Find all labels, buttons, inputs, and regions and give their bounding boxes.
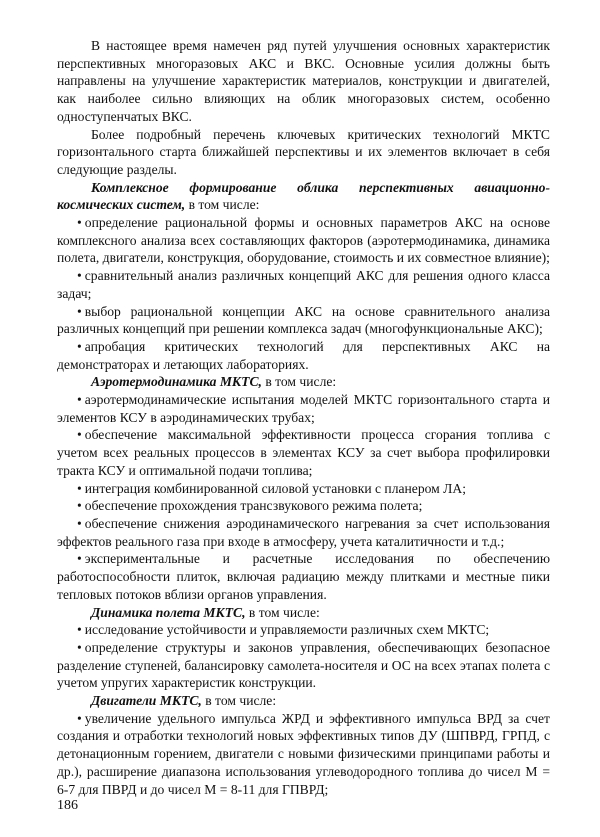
list-item: • аэротермодинамические испытания моделей МКТС горизонтального старта и элементов КСУ в аэродинамических трубах; xyxy=(57,391,550,426)
document-page xyxy=(57,37,550,798)
list-item: • выбор рациональной концепции АКС на основе сравнительного анализа различных концепций при решении комплекса задач (многофункциональные АКС); xyxy=(57,303,550,338)
list-item: • экспериментальные и расчетные исследования по обеспечению работоспособности плиток, включая радиацию между плитками и местные пики тепловых потоков вблизи органов управления. xyxy=(57,550,550,603)
section-aerothermodynamics xyxy=(57,373,550,391)
section-suffix: в том числе: xyxy=(261,374,337,390)
list-item: • определение рациональной формы и основных параметров АКС на основе комплексного анализа всех составляющих факторов (аэротермодинамика, динамика полета, двигатели, конструкция, оборудование, стоимость и их совместное влияние); xyxy=(57,214,550,267)
list-item: • увеличение удельного импульса ЖРД и эффективного импульса ВРД за счет создания и отработки технологий новых эффективных типов ДУ (ШПВРД, ГРПД, с детонационным горением, двигатели с новыми физическими принципами работы и др.), расширение диапазона использования углеводородного топлива до чисел М = 6-7 для ПВРД и до чисел М = 8-11 для ГПВРД; xyxy=(57,710,550,799)
section-heading: Аэротермодинамика МКТС, xyxy=(91,374,262,390)
section-heading: Комплексное формирование облика перспективных авиационно-космических систем, xyxy=(57,179,550,213)
section-heading: Двигатели МКТС, xyxy=(91,693,202,709)
list-item: • интеграция комбинированной силовой установки с планером ЛА; xyxy=(57,480,550,498)
list-item: • обеспечение максимальной эффективности процесса сгорания топлива с учетом всех реальных процессов в элементах КСУ за счет выбора профилировки тракта КСУ и оптимальной подачи топлива; xyxy=(57,426,550,479)
page-number: 186 xyxy=(57,798,78,813)
section-suffix: в том числе: xyxy=(245,604,320,620)
list-item: • сравнительный анализ различных концепций АКС для решения одного класса задач; xyxy=(57,267,550,302)
section-suffix: в том числе: xyxy=(201,693,277,709)
list-item: • обеспечение снижения аэродинамического нагревания за счет использования эффектов реального газа при входе в атмосферу, учета каталитичности и т.д.; xyxy=(57,515,550,550)
intro-paragraph-1: В настоящее время намечен ряд путей улучшения основных характеристик перспективных многоразовых АКС и ВКС. Основные усилия должны быть направлены на улучшение характеристик материалов, конструкции и двигателей, как наиболее сильно влияющих на облик многоразовых систем, особенно одноступенчатых ВКС. xyxy=(57,38,550,124)
list-item: • определение структуры и законов управления, обеспечивающих безопасное разделение ступеней, балансировку самолета-носителя и ОС на всех этапах полета с учетом упругих характеристик конструкции. xyxy=(57,639,550,692)
intro-paragraph-2: Более подробный перечень ключевых критических технологий МКТС горизонтального старта ближайшей перспективы и их элементов включает в себя следующие разделы. xyxy=(57,126,550,177)
list-item: • апробация критических технологий для перспективных АКС на демонстраторах и летающих лабораториях. xyxy=(57,338,550,373)
section-complex xyxy=(57,179,550,214)
list-item: • исследование устойчивости и управляемости различных схем МКТС; xyxy=(57,621,550,639)
section-heading: Динамика полета МКТС, xyxy=(91,604,246,620)
section-suffix: в том числе: xyxy=(185,197,260,213)
list-item: • обеспечение прохождения трансзвукового режима полета; xyxy=(57,497,550,515)
section-flight-dynamics xyxy=(57,604,550,622)
section-engines xyxy=(57,692,550,710)
